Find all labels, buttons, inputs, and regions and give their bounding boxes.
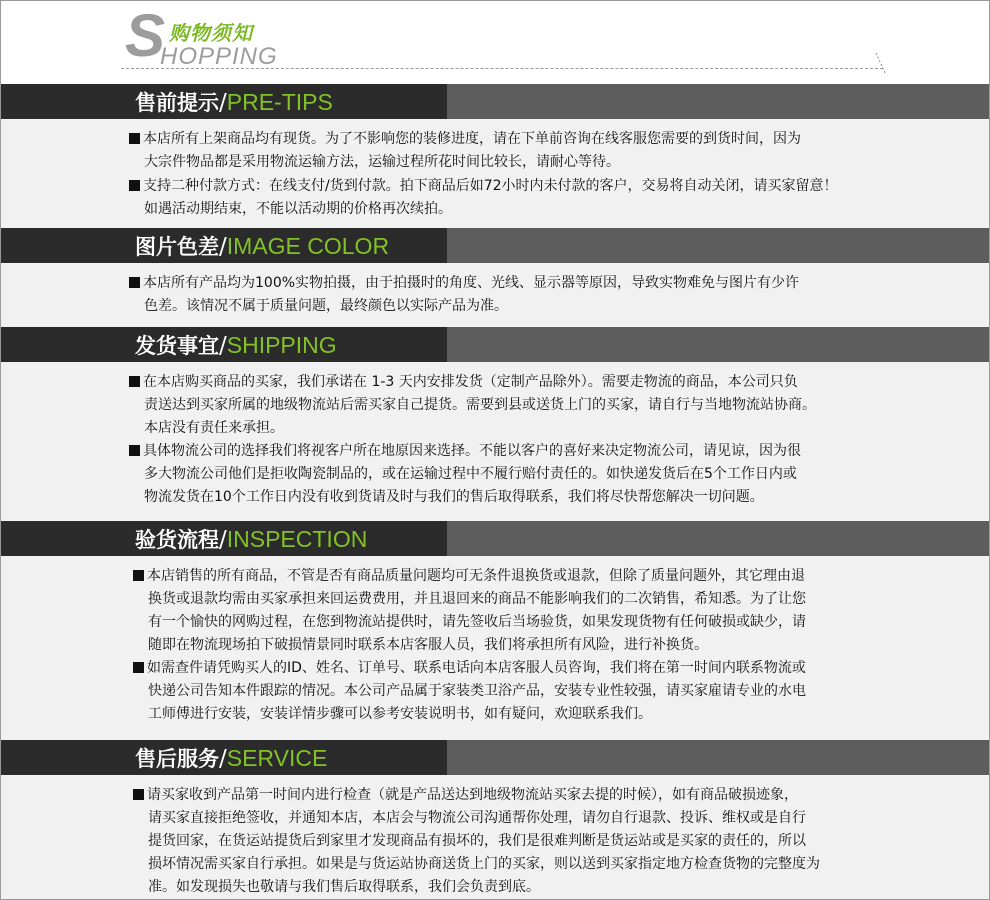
paragraph-line: 提货回家，在货运站提货后到家里才发现商品有损坏的，我们是很难判断是货运站或是买家的责任的，所以 [148,833,806,849]
paragraph-line: 工师傅进行安装，安装详情步骤可以参考安装说明书，如有疑问，欢迎联系我们。 [148,706,652,722]
paragraph-line: 随即在物流现场拍下破损情景同时联系本店客服人员，我们将承担所有风险，进行补换货。 [148,637,708,653]
section-slash: / [219,527,227,553]
paragraph [129,371,919,440]
paragraph-line: 在本店购买商品的买家，我们承诺在 1-3 天内安排发货（定制产品除外）。需要走物流的商品，本公司只负 [129,371,919,394]
section-content-service [1,775,989,900]
section-title-en: SERVICE [226,745,328,771]
paragraph-line: 如遇活动期结束，不能以活动期的价格再次续拍。 [144,201,452,217]
section-title-en: SHIPPING [226,332,337,358]
section-title-cn: 售前提示 [135,91,219,115]
paragraph-line: 请买家直接拒绝签收，并通知本店，本店会与物流公司沟通帮你处理，请勿自行退款、投诉、维权或是自行 [148,810,806,826]
paragraph-line: 具体物流公司的选择我们将视客户所在地原因来选择。不能以客户的喜好来决定物流公司，请见谅，因为很 [129,440,919,463]
section-title-cn: 售后服务 [135,747,219,771]
section-content-shipping [1,362,989,521]
paragraph-line: 本店所有产品均为100%实物拍摄，由于拍摄时的角度、光线、显示器等原因，导致实物难免与图片有少许 [129,272,919,295]
shopping-logo [125,2,325,70]
paragraph-line: 如需查件请凭购买人的ID、姓名、订单号、联系电话向本店客服人员咨询，我们将在第一时间内联系物流或 [133,657,923,680]
section-bar-shipping [1,327,989,362]
paragraph-line: 本店所有上架商品均有现货。为了不影响您的装修进度，请在下单前咨询在线客服您需要的到货时间，因为 [129,128,919,151]
section-content-image-color [1,263,989,327]
paragraph-line: 本店销售的所有商品，不管是否有商品质量问题均可无条件退换货或退款，但除了质量问题外，其它理由退 [133,565,923,588]
paragraph [129,128,919,174]
paragraph-line: 责送达到买家所属的地级物流站后需买家自己提货。需要到县或送货上门的买家，请自行与当地物流站协商。 [144,397,816,413]
paragraph-line: 损坏情况需买家自行承担。如果是与货运站协商送货上门的买家，则以送到买家指定地方检查货物的完整度为 [148,856,820,872]
bullet-square-icon [133,789,144,800]
section-bar-service [1,740,989,775]
paragraph-line: 请买家收到产品第一时间内进行检查（就是产品送达到地级物流站买家去提的时候），如有商品破损迹象， [133,784,923,807]
paragraph-line: 准。如发现损失也敬请与我们售后取得联系，我们会负责到底。 [148,879,540,895]
section-slash: / [219,746,227,772]
paragraph [133,565,923,657]
paragraph [129,175,919,221]
section-slash: / [219,333,227,359]
section-title-en: IMAGE COLOR [226,233,390,259]
section-title-cn: 发货事宜 [135,334,219,358]
bullet-square-icon [133,570,144,581]
paragraph [129,272,919,318]
paragraph [133,657,923,726]
paragraph-line: 有一个愉快的网购过程，在您到物流站提供时，请先签收后当场验货，如果发现货物有任何破损或缺少，请 [148,614,806,630]
section-slash: / [219,234,227,260]
section-slash: / [219,90,227,116]
bullet-square-icon [129,445,140,456]
section-title-cn: 验货流程 [135,528,219,552]
section-title-en: INSPECTION [226,526,368,552]
section-content-pre-tips [1,119,989,228]
paragraph-line: 色差。该情况不属于质量问题，最终颜色以实际产品为准。 [144,298,508,314]
section-title-cn: 图片色差 [135,235,219,259]
section-bar-image-color [1,228,989,263]
bullet-square-icon [129,133,140,144]
logo-title-cn: 购物须知 [169,21,253,45]
paragraph-line: 支持二种付款方式：在线支付/货到付款。拍下商品后如72小时内未付款的客户，交易将自动关闭，请买家留意！ [129,175,919,198]
section-bar-inspection [1,521,989,556]
bullet-square-icon [129,277,140,288]
paragraph-line: 本店没有责任来承担。 [144,420,284,436]
logo-letter-s: S [125,2,166,69]
paragraph-line: 物流发货在10个工作日内没有收到货请及时与我们的售后取得联系，我们将尽快帮您解决一切问题。 [144,489,764,505]
paragraph-line: 快递公司告知本件跟踪的情况。本公司产品属于家装类卫浴产品，安装专业性较强，请买家雇请专业的水电 [148,683,806,699]
paragraph [129,440,919,509]
paragraph [133,784,923,899]
divider-end-mark-icon [874,51,894,77]
section-title-en: PRE-TIPS [226,89,333,115]
paragraph-line: 换货或退款均需由买家承担来回运费费用，并且退回来的商品不能影响我们的二次销售，希知悉。为了让您 [148,591,806,607]
bullet-square-icon [133,662,144,673]
paragraph-line: 大宗件物品都是采用物流运输方法，运输过程所花时间比较长，请耐心等待。 [144,154,620,170]
section-bar-pre-tips [1,84,989,119]
header-divider [121,68,883,69]
paragraph-line: 多大物流公司他们是拒收陶瓷制品的，或在运输过程中不履行赔付责任的。如快递发货后在5个工作日内或 [144,466,797,482]
bullet-square-icon [129,376,140,387]
bullet-square-icon [129,180,140,191]
section-content-inspection [1,556,989,740]
logo-title-en: HOPPING [160,43,278,70]
